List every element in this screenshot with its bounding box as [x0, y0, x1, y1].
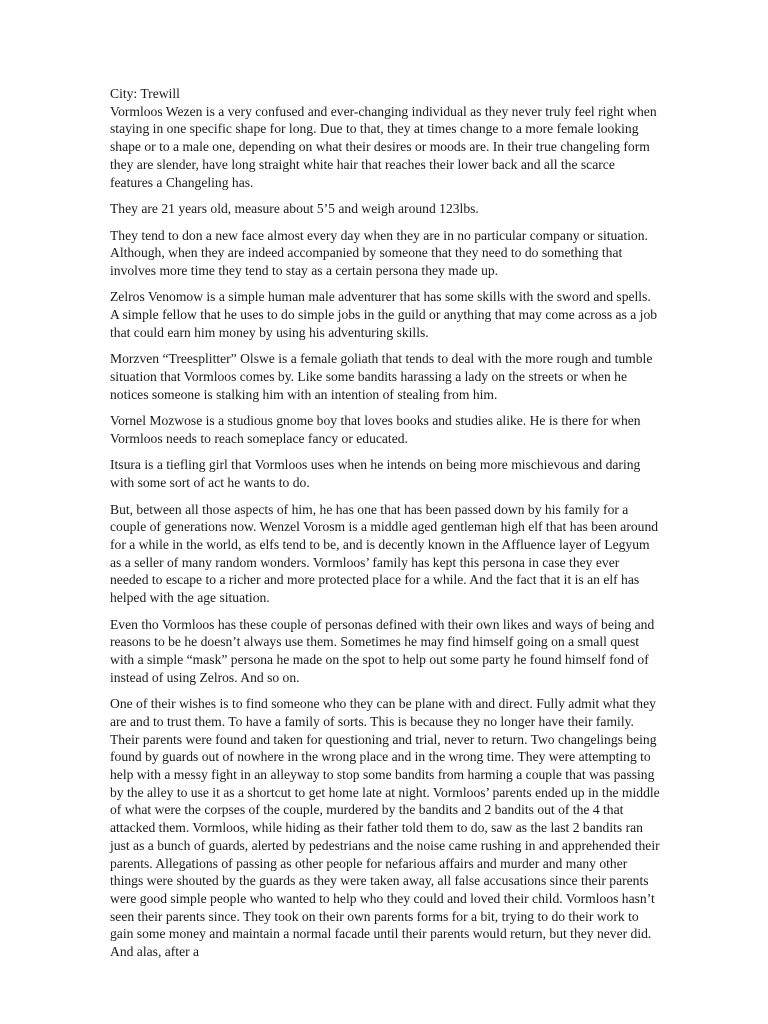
paragraph-wenzel: But, between all those aspects of him, he has one that has been passed down by his family for a couple of generations now. Wenzel Vorosm is a middle aged gentleman high elf that has been around for a while in the world, as elfs tend to be, and is decently known in the Affluence layer of Legyum as a seller of many random wonders. Vormloos’ family has kept this persona in case they ever needed to escape to a richer and more protected place for a while. And the fact that it is an elf has helped with the age situation.: [110, 501, 659, 606]
document-page: [110, 85, 660, 970]
paragraph-appearance: Vormloos Wezen is a very confused and ever-changing individual as they never truly feel right when staying in one specific shape for long. Due to that, they at times change to a more female looking shape or to a male one, depending on what their desires or moods are. In their true changeling form they are slender, have long straight white hair that reaches their lower back and all the scarce features a Changeling has.: [110, 103, 657, 190]
paragraph-morzven: Morzven “Treesplitter” Olswe is a female goliath that tends to deal with the more rough and tumble situation that Vormloos comes by. Like some bandits harassing a lady on the streets or when he notices someone is stalking him with an intention of stealing from him.: [110, 351, 653, 402]
paragraph-itsura: Itsura is a tiefling girl that Vormloos uses when he intends on being more mischievous and daring with some sort of act he wants to do.: [110, 457, 641, 491]
city-heading: City: Trewill: [110, 86, 180, 101]
paragraph-zelros: Zelros Venomow is a simple human male adventurer that has some skills with the sword and spells. A simple fellow that he uses to do simple jobs in the guild or anything that may come across as a job that could earn him money by using his adventuring skills.: [110, 289, 658, 340]
paragraph-age: They are 21 years old, measure about 5’5 and weigh around 123lbs.: [110, 201, 479, 217]
paragraph-vornel: Vornel Mozwose is a studious gnome boy that loves books and studies alike. He is there for when Vormloos needs to reach someplace fancy or educated.: [110, 413, 641, 446]
paragraph-personas: Even tho Vormloos has these couple of personas defined with their own likes and ways of being and reasons to be he doesn’t always use them. Sometimes he may find himself going on a small quest with a simple “mask” persona he made on the spot to help out some party he found himself fond of instead of using Zelros. And so on.: [110, 616, 655, 685]
paragraph-backstory: One of their wishes is to find someone who they can be plane with and direct. Fully admit what they are and to trust them. To have a family of sorts. This is because they no longer have their family. Their parents were found and taken for questioning and trial, never to return. Two changelings being found by guards out of nowhere in the wrong place and in the wrong time. They were attempting to help with a messy fight in an alleyway to stop some bandits from harming a couple that was passing by the alley to use it as a shortcut to get home late at night. Vormloos’ parents ended up in the middle of what were the corpses of the couple, murdered by the bandits and 2 bandits out of the 4 that attacked them. Vormloos, while hiding as their father told them to do, saw as the last 2 bandits ran just as a bunch of guards, alerted by pedestrians and the noise came rushing in and apprehended their parents. Allegations of passing as other people for nefarious affairs and murder and many other things were shouted by the guards as they were taken away, all false accusations since their parents were good simple people who wanted to help who they could and loved their child. Vormloos hasn’t seen their parents since. They took on their own parents forms for a bit, trying to do their work to gain some money and maintain a normal facade until their parents would return, but they never did. And alas, after a: [110, 696, 660, 960]
paragraph-faces: They tend to don a new face almost every day when they are in no particular company or situation. Although, when they are indeed accompanied by someone that they need to do something that involves more time they tend to stay as a certain persona they made up.: [110, 227, 648, 278]
